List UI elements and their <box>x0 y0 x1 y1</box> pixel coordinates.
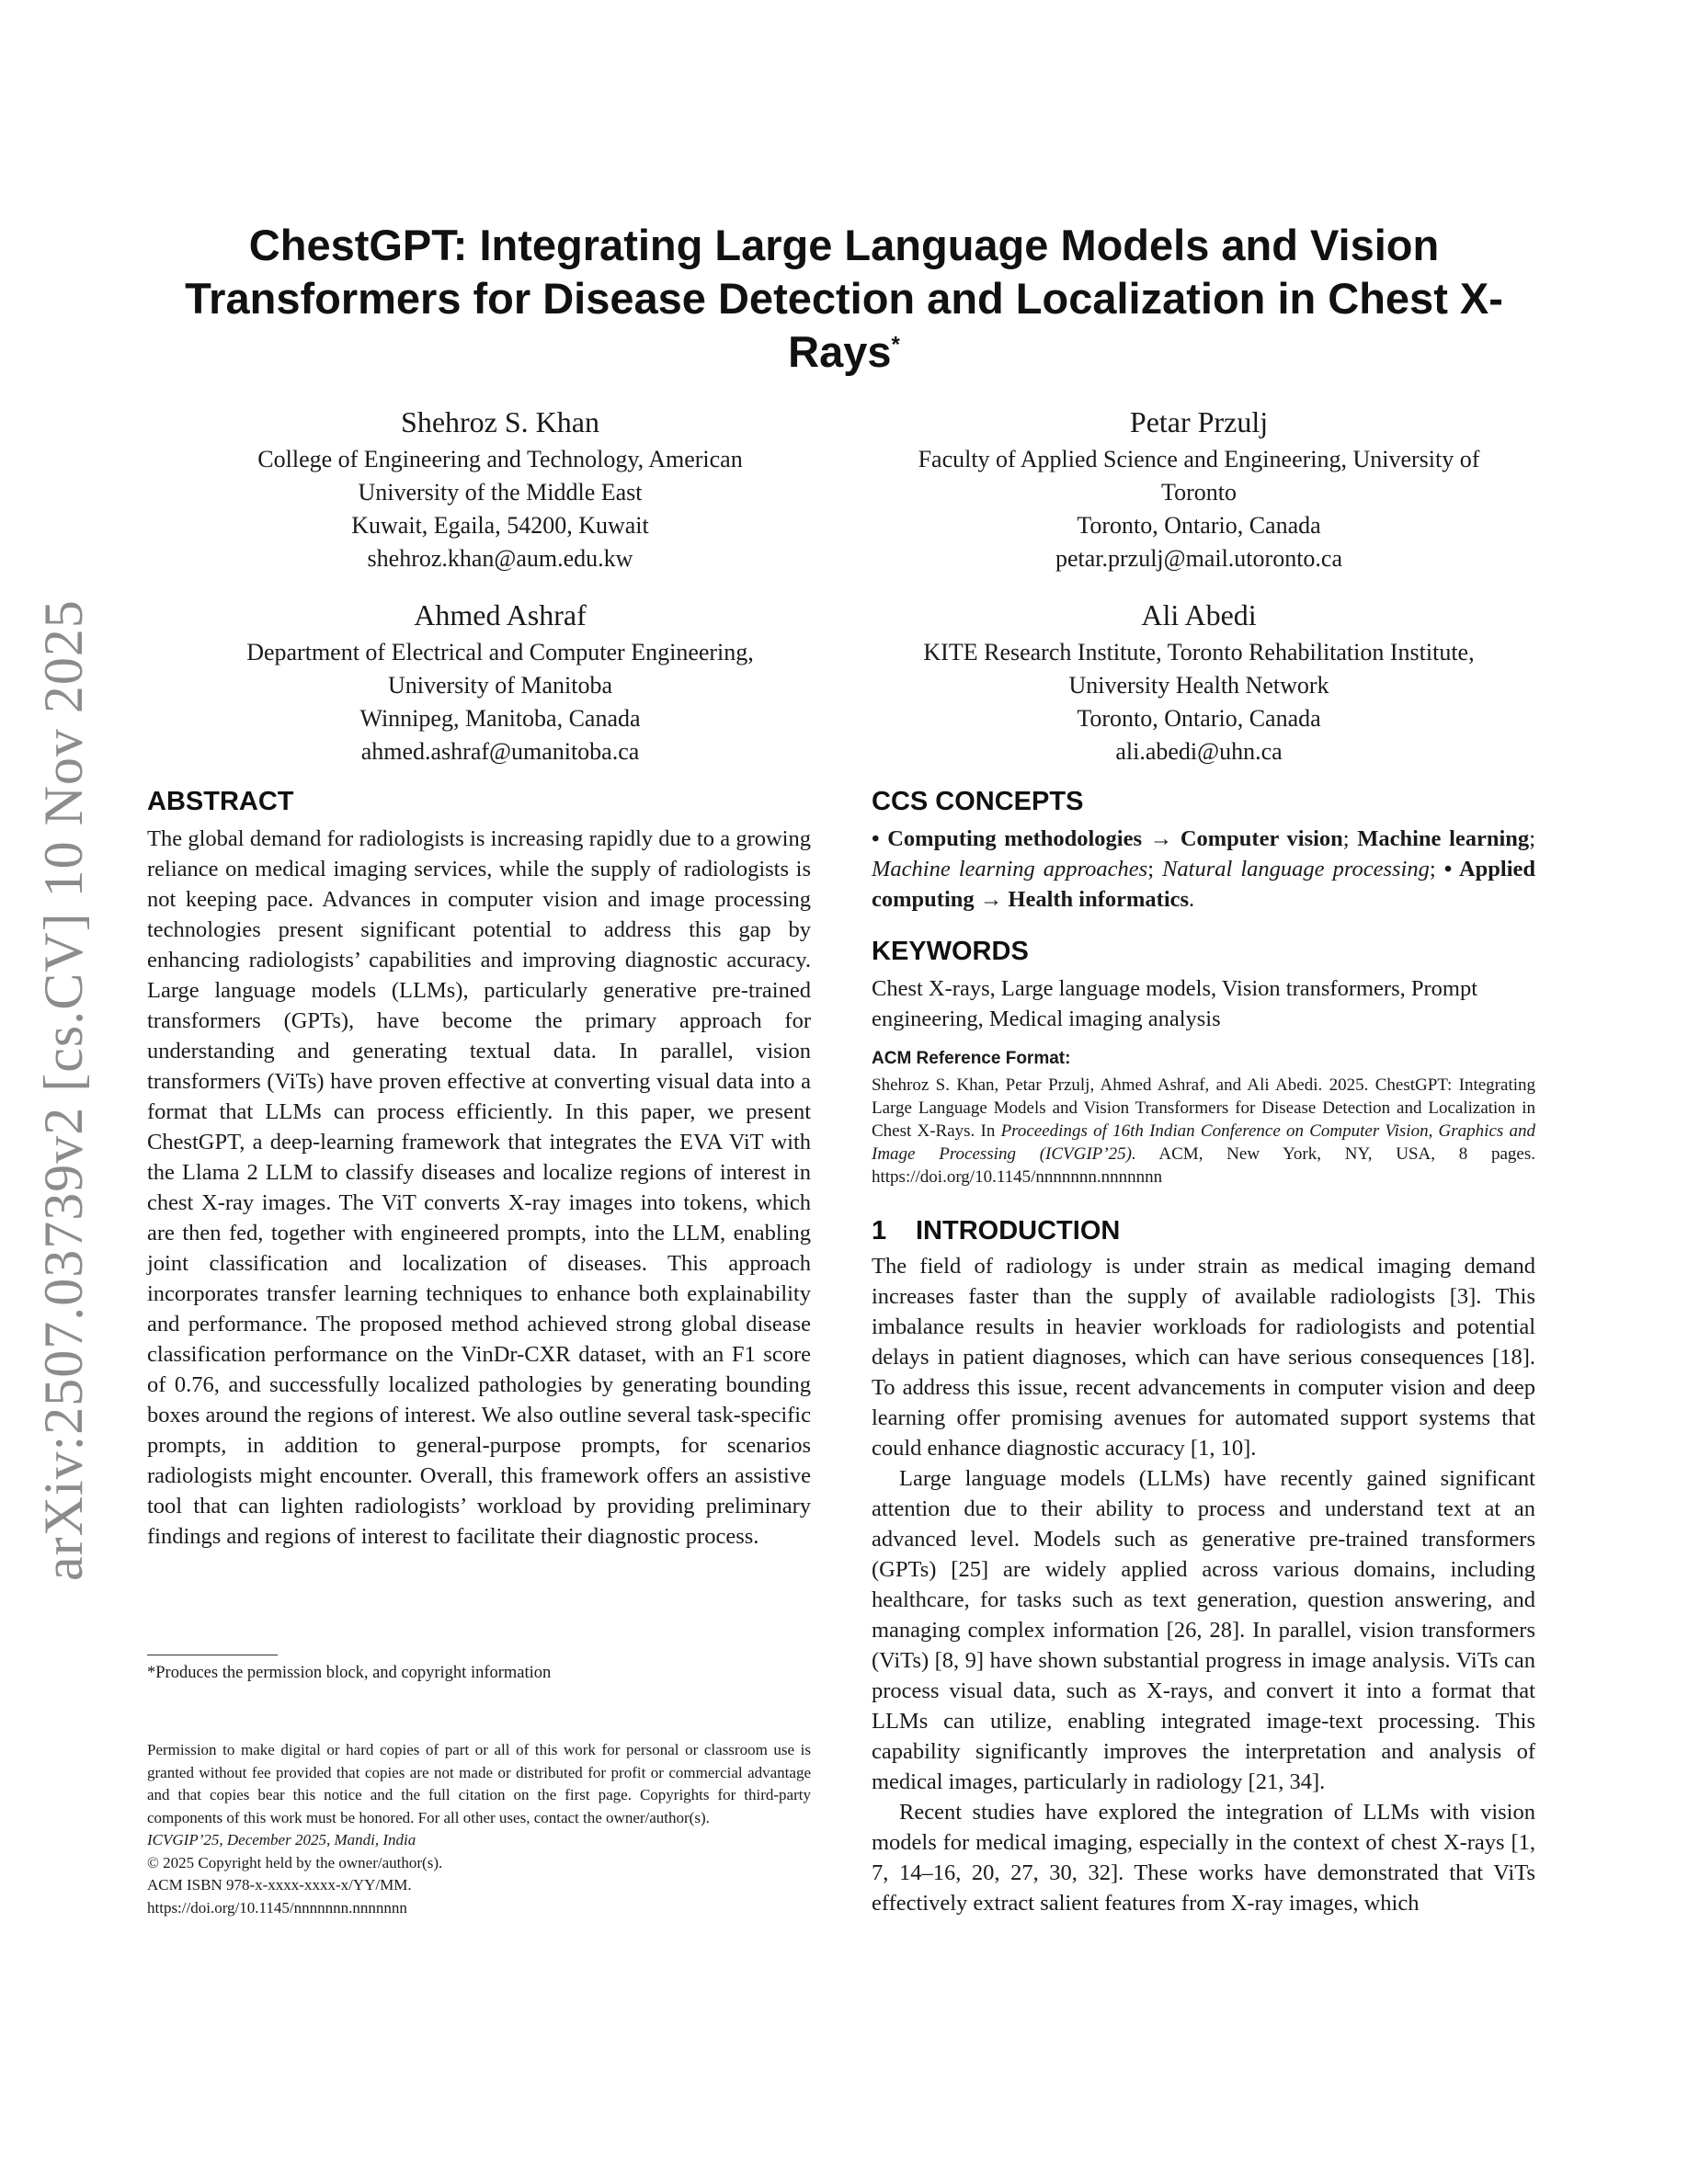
author-email[interactable]: ahmed.ashraf@umanitoba.ca <box>360 738 640 765</box>
acm-reference-text <box>872 1074 1535 1189</box>
isbn-line: ACM ISBN 978-x-xxxx-xxxx-x/YY/MM. <box>147 1876 412 1894</box>
keywords-text: Chest X-rays, Large language models, Vision transformers, Prompt engineering, Medical imaging analysis <box>872 976 1477 1031</box>
ccs-separator: ; <box>1529 826 1535 851</box>
venue-line: ICVGIP’25, December 2025, Mandi, India <box>147 1831 416 1848</box>
keywords-heading: KEYWORDS <box>872 937 1029 966</box>
author-email[interactable]: petar.przulj@mail.utoronto.ca <box>1055 545 1342 572</box>
author-affiliation: University Health Network <box>1068 672 1329 699</box>
ccs-term: Health informatics <box>1008 887 1190 912</box>
ccs-term: Machine learning approaches <box>872 857 1148 882</box>
author-block-2 <box>846 403 1552 575</box>
author-name: Ali Abedi <box>1141 598 1257 631</box>
section-title: INTRODUCTION <box>916 1216 1121 1246</box>
ccs-separator: . <box>1189 887 1195 912</box>
arxiv-identifier: arXiv:2507.03739v2 [cs.CV] 10 Nov 2025 <box>33 599 94 1581</box>
author-name: Petar Przulj <box>1129 405 1269 438</box>
arrow-glyph: → <box>979 887 1003 912</box>
arrow-glyph: → <box>1149 826 1173 851</box>
proceedings-title: Proceedings of 16th Indian Conference on Computer Vision, Graphics and Image Processing (ICVGIP’25). <box>872 1121 1535 1164</box>
permission-block <box>147 1739 811 1919</box>
ccs-separator: ; <box>1342 826 1350 851</box>
author-block-3 <box>147 596 853 768</box>
author-email[interactable]: shehroz.khan@aum.edu.kw <box>367 545 633 572</box>
ccs-term: Machine learning <box>1357 826 1530 851</box>
author-name: Ahmed Ashraf <box>414 598 587 631</box>
author-block-1 <box>147 403 853 575</box>
author-location: Toronto, Ontario, Canada <box>1077 705 1321 732</box>
title-footnote-mark: * <box>891 332 900 358</box>
author-location: Winnipeg, Manitoba, Canada <box>359 705 641 732</box>
author-name: Shehroz S. Khan <box>401 405 599 438</box>
abstract-heading: ABSTRACT <box>147 787 294 816</box>
acm-reference-part: ACM, New York, NY, USA, 8 pages. https://doi.org/10.1145/nnnnnnn.nnnnnnn <box>872 1144 1535 1187</box>
author-affiliation: Department of Electrical and Computer Engineering, <box>246 639 754 665</box>
permission-text: Permission to make digital or hard copies of part or all of this work for personal or classroom use is granted without fee provided that copies are not made or distributed for profit or commercial advantage and that copies bear this notice and the full citation on the first page. Copyrights for third-party components of this work must be honored. For all other uses, contact the owner/author(s). <box>147 1741 811 1826</box>
paper-title <box>147 219 1541 379</box>
right-column <box>872 783 1535 1918</box>
author-location: Kuwait, Egaila, 54200, Kuwait <box>351 512 649 539</box>
ccs-separator: ; <box>1147 857 1155 882</box>
intro-paragraph: The field of radiology is under strain as medical imaging demand increases faster than the supply of available radiologists [3]. This imbalance results in heavier workloads for radiologists and potential delays in patient diagnoses, which can have serious consequences [18]. To address this issue, recent advancements in computer vision and deep learning offer promising avenues for automated support systems that could enhance diagnostic accuracy [1, 10]. <box>872 1254 1535 1461</box>
abstract-section <box>147 783 811 1552</box>
intro-paragraph: Large language models (LLMs) have recently gained significant attention due to their ability to process and understand text at an advanced level. Models such as generative pre-trained transformers (GPTs) [25] are widely applied across various domains, including healthcare, for tasks such as text generation, question answering, and managing complex information [26, 28]. In parallel, vision transformers (ViTs) [8, 9] have shown substantial progress in image analysis. ViTs can process visual data, such as X-rays, and convert it into a format that LLMs can utilize, enabling integrated image-text processing. This capability significantly improves the interpretation and analysis of medical images, particularly in radiology [21, 34]. <box>872 1466 1535 1794</box>
ccs-term: Natural language processing <box>1162 857 1430 882</box>
title-footnote: *Produces the permission block, and copyright information <box>147 1664 552 1682</box>
copyright-line: © 2025 Copyright held by the owner/author(s). <box>147 1853 443 1871</box>
ccs-concepts <box>872 824 1535 915</box>
author-block-4 <box>846 596 1552 768</box>
author-email[interactable]: ali.abedi@uhn.ca <box>1115 738 1283 765</box>
acm-reference-heading: ACM Reference Format: <box>872 1049 1071 1068</box>
author-affiliation: University of Manitoba <box>387 672 613 699</box>
introduction-heading <box>872 1212 1535 1249</box>
author-affiliation: College of Engineering and Technology, American <box>257 446 743 472</box>
abstract-text: The global demand for radiologists is increasing rapidly due to a growing reliance on medical imaging services, while the supply of radiologists is not keeping pace. Advances in computer vision and image processing technologies present significant potential to address this gap by enhancing radiologists’ capabilities and improving diagnostic accuracy. Large language models (LLMs), particularly generative pre-trained transformers (GPTs), have become the primary approach for understanding and generating textual data. In parallel, vision transformers (ViTs) have proven effective at converting visual data into a format that LLMs can process efficiently. In this paper, we present ChestGPT, a deep-learning framework that integrates the EVA ViT with the Llama 2 LLM to classify diseases and localize regions of interest in chest X-ray images. The ViT converts X-ray images into tokens, which are then fed, together with engineered prompts, into the LLM, enabling joint classification and localization of diseases. This approach incorporates transfer learning techniques to enhance both explainability and performance. The proposed method achieved strong global disease classification performance on the VinDr-CXR dataset, with an F1 score of 0.76, and successfully localized pathologies by generating bounding boxes around the regions of interest. We also outline several task-specific prompts, in addition to general-purpose prompts, for scenarios radiologists might encounter. Overall, this framework offers an assistive tool that can lighten radiologists’ workload by providing preliminary findings and regions of interest to facilitate their diagnostic process. <box>147 826 811 1549</box>
author-location: Toronto, Ontario, Canada <box>1077 512 1321 539</box>
ccs-term: • Applied computing <box>872 857 1536 912</box>
ccs-heading: CCS CONCEPTS <box>872 787 1084 816</box>
author-affiliation: KITE Research Institute, Toronto Rehabilitation Institute, <box>923 639 1475 665</box>
author-affiliation: Faculty of Applied Science and Engineering, University of <box>918 446 1480 472</box>
paper-title-text: ChestGPT: Integrating Large Language Models and Vision Transformers for Disease Detection and Localization in Chest X-Rays <box>185 221 1503 376</box>
ccs-term: • Computing methodologies <box>872 826 1143 851</box>
ccs-term: Computer vision <box>1180 826 1343 851</box>
acm-reference-part: Shehroz S. Khan, Petar Przulj, Ahmed Ashraf, and Ali Abedi. 2025. ChestGPT: Integrating Large Language Models and Vision Transformers for Disease Detection and Localization in Chest X-Rays. In <box>872 1075 1535 1141</box>
ccs-separator: ; <box>1429 857 1436 882</box>
author-affiliation: Toronto <box>1161 479 1237 506</box>
intro-paragraph: Recent studies have explored the integration of LLMs with vision models for medical imaging, especially in the context of chest X-rays [1, 7, 14–16, 20, 27, 30, 32]. These works have demonstrated that ViTs effectively extract salient features from X-ray images, which <box>872 1800 1535 1916</box>
doi-link[interactable]: https://doi.org/10.1145/nnnnnnn.nnnnnnn <box>147 1898 407 1917</box>
section-number: 1 <box>872 1216 887 1246</box>
author-affiliation: University of the Middle East <box>358 479 643 506</box>
